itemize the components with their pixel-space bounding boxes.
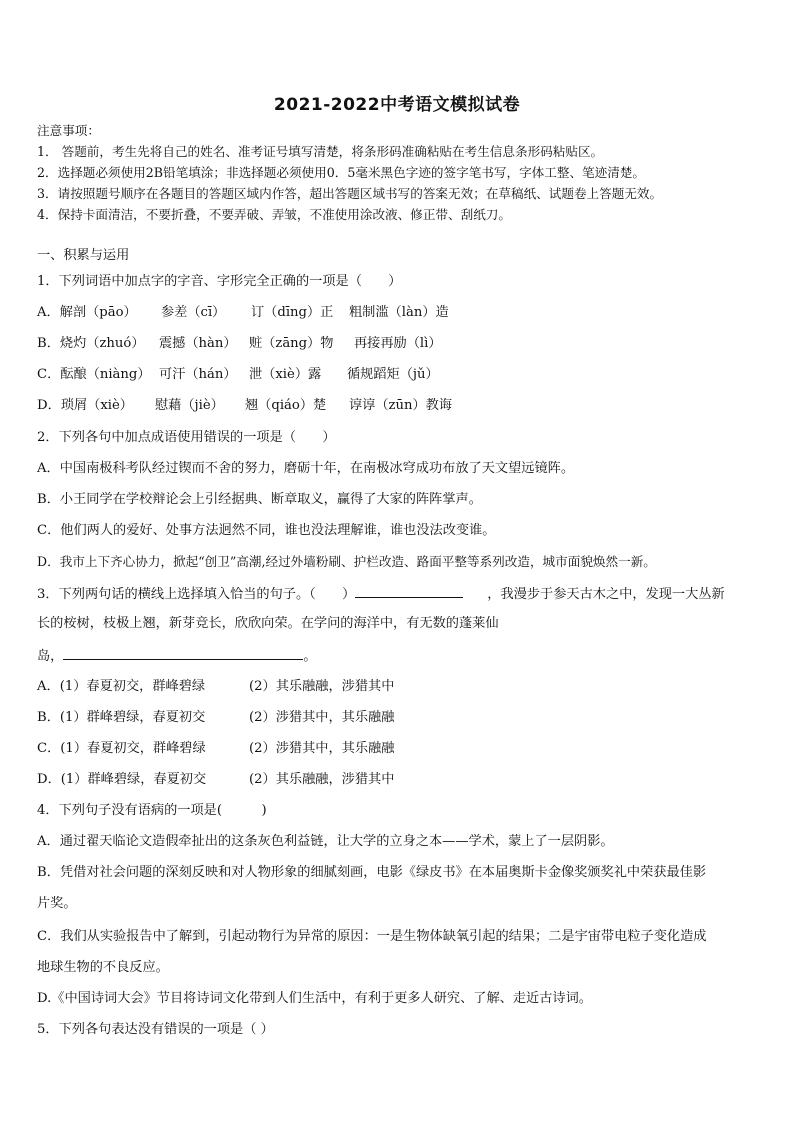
question-3-option-d: D．(1）群峰碧绿，春夏初交 (2）其乐融融，涉猎其中 [37,772,395,787]
question-1-stem: 1．下列词语中加点字的字音、字形完全正确的一项是（ ） [37,274,402,289]
question-3-option-a: A．(1）春夏初交，群峰碧绿 (2）其乐融融，涉猎其中 [37,679,395,694]
question-2-option-b: B．小王同学在学校辩论会上引经据典、断章取义，赢得了大家的阵阵掌声。 [37,492,482,507]
question-1-option-c: C．酝酿（niàng） 可汗（hán） 泄（xiè）露 循规蹈矩（jǔ） [37,367,439,382]
notice-item: 2．选择题必须使用2B铅笔填涂；非选择题必须使用0．5毫米黑色字迹的签字笔书写，字体工整、笔迹清楚。 [37,165,646,180]
answer-blank-1 [355,583,463,598]
question-3-stem: 3．下列两句话的横线上选择填入恰当的句子。（ ） ，我漫步于参天古木之中，发现一大丛新 [37,583,762,605]
question-4-option-c: C．我们从实验报告中了解到，引起动物行为异常的原因：一是生物体缺氧引起的结果；二是宇宙带电粒子变化造成 [37,929,707,944]
question-4-option-d: D.《中国诗词大会》节目将诗词文化带到人们生活中，有利于更多人研究、了解、走近古诗词。 [37,991,592,1006]
question-2-option-a: A．中国南极科考队经过锲而不舍的努力，磨砺十年，在南极冰穹成功布放了天文望远镜阵。 [37,461,575,476]
page-title: 2021-2022中考语文模拟试卷 [273,95,521,115]
question-4-option-b-cont: 片奖。 [37,896,77,911]
question-3-stem-end: 岛， 。 [37,645,762,667]
question-2-option-d: D．我市上下齐心协力，掀起“创卫”高潮,经过外墙粉刷、护栏改造、路面平整等系列改造，城市面貌焕然一新。 [37,554,656,569]
question-2-option-c: C．他们两人的爱好、处事方法迥然不同，谁也没法理解谁，谁也没法改变谁。 [37,523,496,538]
question-4-stem: 4．下列句子没有语病的一项是( ) [37,803,267,818]
notice-item: 4．保持卡面清洁，不要折叠，不要弄破、弄皱，不准使用涂改液、修正带、刮纸刀。 [37,207,511,222]
question-5-stem: 5．下列各句表达没有错误的一项是（ ） [37,1022,274,1037]
notice-item: 1． 答题前，考生先将自己的姓名、准考证号填写清楚，将条形码准确粘贴在考生信息条形码粘贴区。 [37,144,604,159]
notice-heading: 注意事项： [37,123,100,138]
question-4-option-c-cont: 地球生物的不良反应。 [37,960,169,975]
question-3-option-c: C．(1）春夏初交，群峰碧绿 (2）涉猎其中，其乐融融 [37,741,395,756]
notice-item: 3．请按照题号顺序在各题目的答题区域内作答，超出答题区域书写的答案无效；在草稿纸、试题卷上答题无效。 [37,186,663,201]
question-3-stem-cont: 长的桉树，枝极上翘，新芽竞长，欣欣向荣。在学问的海洋中，有无数的蓬莱仙 [37,616,499,631]
question-3-option-b: B．(1）群峰碧绿，春夏初交 (2）涉猎其中，其乐融融 [37,710,395,725]
question-1-option-d: D．琐屑（xiè） 慰藉（jiè） 翘（qiáo）楚 谆谆（zūn）教诲 [37,398,453,413]
question-4-option-a: A．通过翟天临论文造假牵扯出的这条灰色利益链，让大学的立身之本——学术，蒙上了一层阴影。 [37,834,614,849]
question-4-option-b: B．凭借对社会问题的深刻反映和对人物形象的细腻刻画，电影《绿皮书》在本届奥斯卡金像奖颁奖礼中荣获最佳影 [37,865,707,880]
question-1-option-a: A．解剖（pāo） 参差（cī） 订（dīng）正 粗制滥（làn）造 [37,305,449,320]
answer-blank-2 [63,645,303,660]
section-heading: 一、积累与运用 [37,248,130,263]
question-2-stem: 2．下列各句中加点成语使用错误的一项是（ ） [37,430,336,445]
question-1-option-b: B．烧灼（zhuó） 震撼（hàn） 赃（zāng）物 再接再励（lì） [37,336,442,351]
